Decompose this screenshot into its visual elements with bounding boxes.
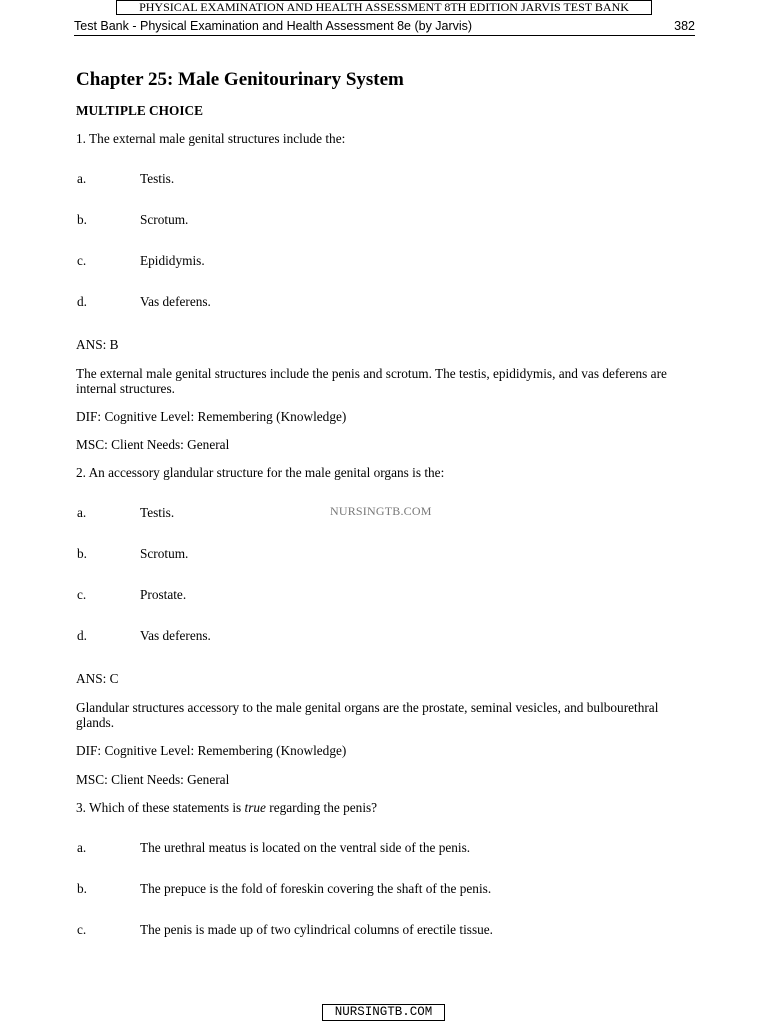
q3-stem-emphasis: true — [244, 800, 266, 815]
q2-option-b-letter: b. — [77, 546, 87, 561]
q1-option-b-text: Scrotum. — [140, 212, 189, 227]
running-header — [74, 18, 695, 36]
top-banner: PHYSICAL EXAMINATION AND HEALTH ASSESSMENT 8TH EDITION JARVIS TEST BANK — [116, 0, 652, 15]
q3-stem-start: 3. Which of these statements is — [76, 800, 245, 815]
q2-option-b-text: Scrotum. — [140, 546, 189, 561]
q1-msc: MSC: Client Needs: General — [76, 437, 230, 452]
q2-option-d-letter: d. — [77, 628, 87, 643]
q2-option-d-text: Vas deferens. — [140, 628, 211, 643]
q1-option-d-letter: d. — [77, 294, 87, 309]
chapter-title: Chapter 25: Male Genitourinary System — [76, 69, 404, 90]
q3-option-a-text: The urethral meatus is located on the ventral side of the penis. — [140, 840, 471, 855]
q1-answer: ANS: B — [76, 337, 119, 352]
q2-answer: ANS: C — [76, 671, 119, 686]
q2-difficulty: DIF: Cognitive Level: Remembering (Knowledge) — [76, 743, 347, 758]
q2-option-c-letter: c. — [77, 587, 87, 602]
footer-site-label: NURSINGTB.COM — [322, 1004, 445, 1021]
q2-option-a-letter: a. — [77, 505, 87, 520]
q2-option-c-text: Prostate. — [140, 587, 187, 602]
q2-rationale: Glandular structures accessory to the male genital organs are the prostate, seminal vesicles, and bulbourethral glands. — [76, 700, 659, 730]
q1-option-b-letter: b. — [77, 212, 87, 227]
q1-difficulty: DIF: Cognitive Level: Remembering (Knowledge) — [76, 409, 347, 424]
q1-rationale: The external male genital structures include the penis and scrotum. The testis, epididymis, and vas deferens are internal structures. — [76, 366, 667, 396]
q3-option-b-letter: b. — [77, 881, 87, 896]
q1-option-c-letter: c. — [77, 253, 87, 268]
question-2-stem: 2. An accessory glandular structure for the male genital organs is the: — [76, 465, 445, 480]
q2-option-a-text: Testis. — [140, 505, 175, 520]
q3-option-c-text: The penis is made up of two cylindrical columns of erectile tissue. — [140, 922, 494, 937]
q1-option-d-text: Vas deferens. — [140, 294, 211, 309]
section-title: MULTIPLE CHOICE — [76, 103, 203, 118]
question-1-stem: 1. The external male genital structures include the: — [76, 131, 346, 146]
q3-option-c-letter: c. — [77, 922, 87, 937]
watermark: NURSINGTB.COM — [330, 504, 432, 518]
q3-option-a-letter: a. — [77, 840, 87, 855]
q2-msc: MSC: Client Needs: General — [76, 772, 230, 787]
q1-option-a-letter: a. — [77, 171, 87, 186]
q1-option-a-text: Testis. — [140, 171, 175, 186]
q3-stem-end: regarding the penis? — [265, 800, 378, 815]
q1-option-c-text: Epididymis. — [140, 253, 205, 268]
q3-option-b-text: The prepuce is the fold of foreskin covering the shaft of the penis. — [140, 881, 492, 896]
question-3-stem — [76, 800, 377, 816]
page-number: 382 — [674, 19, 695, 33]
running-title: Test Bank - Physical Examination and Health Assessment 8e (by Jarvis) — [74, 19, 473, 33]
